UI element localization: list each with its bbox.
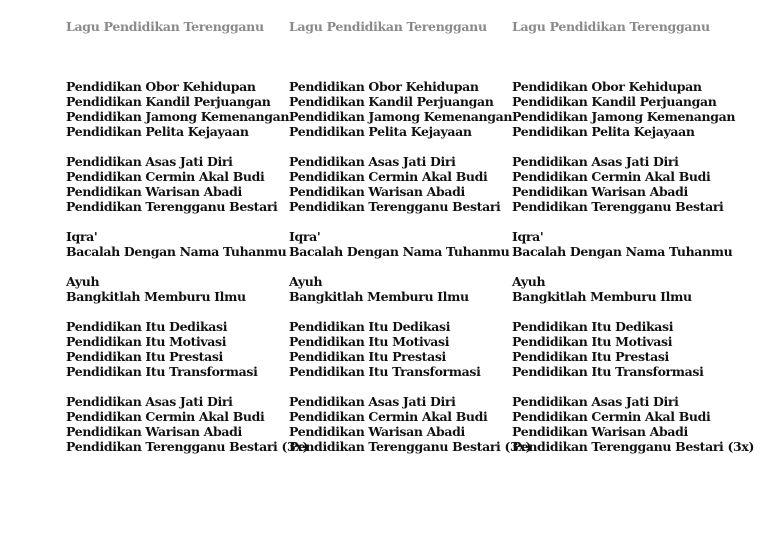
lyrics-line: Pendidikan Kandil Perjuangan: [66, 94, 271, 109]
lyrics-line: Pendidikan Obor Kehidupan: [66, 79, 256, 94]
lyrics-line: Iqra': [512, 229, 544, 244]
lyrics-line: Pendidikan Itu Motivasi: [289, 334, 450, 349]
lyrics-line: Pendidikan Asas Jati Diri: [512, 154, 679, 169]
lyrics-line: Pendidikan Asas Jati Diri: [289, 394, 456, 409]
lyrics-line: Pendidikan Warisan Abadi: [512, 184, 688, 199]
lyrics-line: Pendidikan Jamong Kemenangan: [512, 109, 736, 124]
lyrics-line: Pendidikan Cermin Akal Budi: [289, 169, 488, 184]
lyrics-stanza: [289, 274, 511, 304]
lyrics-line: Pendidikan Cermin Akal Budi: [512, 409, 711, 424]
lyrics-stanza: [66, 154, 288, 214]
lyrics-line: Pendidikan Terengganu Bestari: [66, 199, 278, 214]
lyrics-line: Pendidikan Warisan Abadi: [66, 424, 242, 439]
lyrics-line: Ayuh: [512, 274, 546, 289]
lyrics-line: Pendidikan Asas Jati Diri: [289, 154, 456, 169]
lyrics-stanza: [66, 319, 288, 379]
lyrics-line: Pendidikan Asas Jati Diri: [66, 154, 233, 169]
lyrics-stanza: [289, 79, 511, 139]
lyrics-stanza: [512, 79, 734, 139]
lyrics-column-3: [512, 18, 755, 469]
stanza-list: [512, 79, 755, 454]
lyrics-column-2: [289, 18, 532, 469]
lyrics-line: Iqra': [66, 229, 98, 244]
lyrics-line: Pendidikan Jamong Kemenangan: [66, 109, 290, 124]
lyrics-line: Bacalah Dengan Nama Tuhanmu: [66, 244, 287, 259]
lyrics-line: Pendidikan Terengganu Bestari (3x): [512, 439, 755, 454]
lyrics-line: Pendidikan Terengganu Bestari (3x): [66, 439, 309, 454]
lyrics-line: Ayuh: [289, 274, 323, 289]
song-title: Lagu Pendidikan Terengganu: [66, 19, 264, 34]
lyrics-line: Pendidikan Warisan Abadi: [66, 184, 242, 199]
lyrics-line: Pendidikan Pelita Kejayaan: [289, 124, 472, 139]
lyrics-line: Pendidikan Terengganu Bestari: [289, 199, 501, 214]
lyrics-line: Bangkitlah Memburu Ilmu: [512, 289, 692, 304]
lyrics-stanza: [289, 319, 511, 379]
lyrics-line: Iqra': [289, 229, 321, 244]
song-title: Lagu Pendidikan Terengganu: [512, 19, 710, 34]
lyrics-line: Pendidikan Itu Dedikasi: [66, 319, 228, 334]
lyrics-line: Ayuh: [66, 274, 100, 289]
lyrics-line: Pendidikan Itu Transformasi: [512, 364, 704, 379]
lyrics-line: Pendidikan Itu Dedikasi: [289, 319, 451, 334]
lyrics-stanza: [289, 229, 511, 259]
lyrics-line: Pendidikan Itu Transformasi: [289, 364, 481, 379]
lyrics-stanza: [512, 274, 734, 304]
lyrics-stanza: [66, 79, 288, 139]
lyrics-line: Pendidikan Asas Jati Diri: [512, 394, 679, 409]
lyrics-line: Pendidikan Obor Kehidupan: [289, 79, 479, 94]
lyrics-line: Pendidikan Itu Motivasi: [66, 334, 227, 349]
lyrics-stanza: [66, 274, 288, 304]
lyrics-line: Pendidikan Itu Motivasi: [512, 334, 673, 349]
lyrics-stanza: [66, 394, 309, 454]
lyrics-line: Pendidikan Terengganu Bestari (3x): [289, 439, 532, 454]
lyrics-line: Pendidikan Cermin Akal Budi: [66, 169, 265, 184]
lyrics-line: Pendidikan Itu Transformasi: [66, 364, 258, 379]
lyrics-line: Pendidikan Kandil Perjuangan: [512, 94, 717, 109]
lyrics-line: Pendidikan Itu Prestasi: [512, 349, 669, 364]
lyrics-stanza: [512, 154, 734, 214]
lyrics-line: Pendidikan Cermin Akal Budi: [512, 169, 711, 184]
lyrics-line: Pendidikan Cermin Akal Budi: [66, 409, 265, 424]
lyrics-line: Pendidikan Obor Kehidupan: [512, 79, 702, 94]
lyrics-line: Pendidikan Warisan Abadi: [289, 184, 465, 199]
lyrics-line: Bacalah Dengan Nama Tuhanmu: [512, 244, 733, 259]
lyrics-line: Bacalah Dengan Nama Tuhanmu: [289, 244, 510, 259]
stanza-list: [289, 79, 532, 454]
lyrics-stanza: [512, 319, 734, 379]
lyrics-stanza: [512, 229, 734, 259]
lyrics-stanza: [512, 394, 755, 454]
lyrics-stanza: [289, 154, 511, 214]
lyrics-line: Pendidikan Warisan Abadi: [512, 424, 688, 439]
lyrics-line: Bangkitlah Memburu Ilmu: [66, 289, 246, 304]
lyrics-line: Pendidikan Asas Jati Diri: [66, 394, 233, 409]
lyrics-line: Pendidikan Itu Prestasi: [66, 349, 223, 364]
lyrics-line: Pendidikan Kandil Perjuangan: [289, 94, 494, 109]
lyrics-line: Pendidikan Pelita Kejayaan: [66, 124, 249, 139]
lyrics-stanza: [66, 229, 288, 259]
lyrics-column-1: [66, 18, 309, 469]
lyrics-stanza: [289, 394, 532, 454]
lyrics-line: Pendidikan Terengganu Bestari: [512, 199, 724, 214]
lyrics-line: Pendidikan Itu Dedikasi: [512, 319, 674, 334]
lyrics-line: Bangkitlah Memburu Ilmu: [289, 289, 469, 304]
lyrics-line: Pendidikan Cermin Akal Budi: [289, 409, 488, 424]
lyrics-line: Pendidikan Warisan Abadi: [289, 424, 465, 439]
lyrics-line: Pendidikan Jamong Kemenangan: [289, 109, 513, 124]
lyrics-line: Pendidikan Pelita Kejayaan: [512, 124, 695, 139]
song-title: Lagu Pendidikan Terengganu: [289, 19, 487, 34]
stanza-list: [66, 79, 309, 454]
lyrics-line: Pendidikan Itu Prestasi: [289, 349, 446, 364]
